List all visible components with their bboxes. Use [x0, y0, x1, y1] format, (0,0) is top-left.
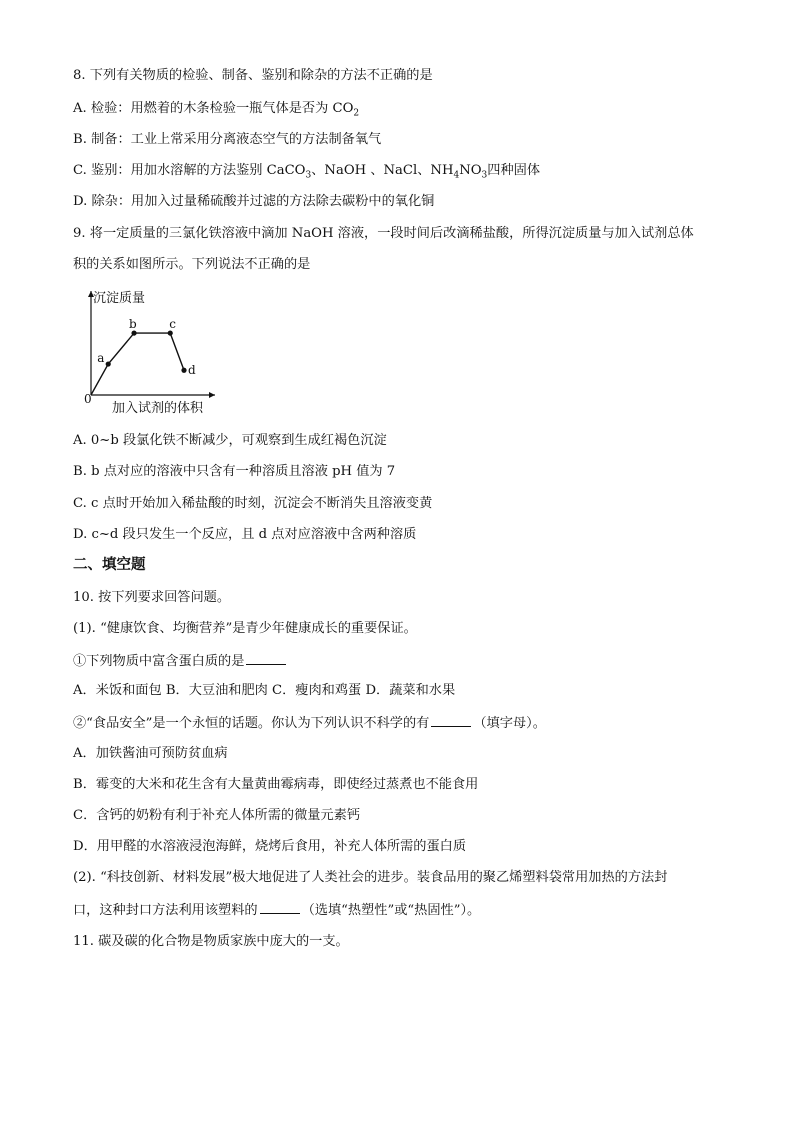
q10-sub1: ①下列物质中富含蛋白质的是 — [73, 651, 288, 671]
q9-option-d: D. c~d 段只发生一个反应，且 d 点对应溶液中含两种溶质 — [73, 527, 417, 542]
q9-option-a: A. 0~b 段氯化铁不断减少，可观察到生成红褐色沉淀 — [73, 433, 387, 448]
q8-option-b: B. 制备：工业上常采用分离液态空气的方法制备氧气 — [73, 132, 382, 147]
x-axis-title: 加入试剂的体积 — [112, 401, 204, 416]
q10-part2-line2: 口，这种封口方法利用该塑料的 （选填“热塑性”或“热固性”）。 — [73, 900, 480, 920]
point-label-b: b — [129, 317, 137, 332]
y-axis-title: 沉淀质量 — [93, 291, 146, 306]
q8-option-d: D. 除杂：用加入过量稀硫酸并过滤的方法除去碳粉中的氧化铜 — [73, 194, 435, 209]
q9-option-c: C. c 点时开始加入稀盐酸的时刻，沉淀会不断消失且溶液变黄 — [73, 496, 433, 511]
q8-option-c: C. 鉴别：用加水溶解的方法鉴别 CaCO$_3$、NaOH 、NaCl、$NH_4NO_3$四种固体 — [73, 163, 541, 181]
q11-stem: 11. 碳及碳的化合物是物质家族中庞大的一支。 — [73, 934, 349, 949]
point-b — [131, 330, 136, 335]
q10-sub2-option-a: A．加铁酱油可预防贫血病 — [73, 746, 228, 761]
point-a — [106, 361, 111, 366]
point-c — [168, 330, 173, 335]
q10-sub2-option-d: D．用甲醛的水溶液浸泡海鲜，烧烤后食用，补充人体所需的蛋白质 — [73, 839, 467, 854]
point-label-a: a — [97, 351, 105, 366]
q9-stem-line1: 9. 将一定质量的三氯化铁溶液中滴加 NaOH 溶液，一段时间后改滴稀盐酸，所得沉淀质量与加入试剂总体 — [73, 226, 694, 241]
answer-blank — [431, 713, 471, 727]
point-d — [181, 368, 186, 373]
q8-stem: 8. 下列有关物质的检验、制备、鉴别和除杂的方法不正确的是 — [73, 68, 433, 83]
precipitate-curve — [91, 333, 184, 395]
q9-stem-line2: 积的关系如图所示。下列说法不正确的是 — [73, 257, 311, 272]
point-label-d: d — [188, 363, 196, 378]
q10-sub2-option-c: C．含钙的奶粉有利于补充人体所需的微量元素钙 — [73, 808, 361, 823]
q10-sub1-options: A．米饭和面包 B．大豆油和肥肉 C．瘦肉和鸡蛋 D．蔬菜和水果 — [73, 683, 456, 698]
q10-part1: (1). “健康饮食、均衡营养”是青少年健康成长的重要保证。 — [73, 621, 417, 636]
answer-blank — [260, 900, 300, 914]
answer-blank — [246, 651, 286, 665]
q10-sub2-option-b: B．霉变的大米和花生含有大量黄曲霉病毒，即使经过蒸煮也不能食用 — [73, 777, 479, 792]
section-title: 二、填空题 — [73, 557, 146, 573]
precipitate-chart — [78, 283, 218, 416]
q10-part2-line1: (2). “科技创新、材料发展”极大地促进了人类社会的进步。装食品用的聚乙烯塑料袋常用加热的方法封 — [73, 870, 668, 885]
q9-option-b: B. b 点对应的溶液中只含有一种溶质且溶液 pH 值为 7 — [73, 464, 396, 479]
q8-option-a: A. 检验：用燃着的木条检验一瓶气体是否为 $CO_2$ — [73, 101, 360, 119]
q10-sub2: ②“食品安全”是一个永恒的话题。你认为下列认识不科学的有 （填字母）。 — [73, 713, 546, 733]
q10-stem: 10. 按下列要求回答问题。 — [73, 590, 231, 605]
origin-label: 0 — [84, 392, 92, 406]
point-label-c: c — [169, 317, 176, 332]
